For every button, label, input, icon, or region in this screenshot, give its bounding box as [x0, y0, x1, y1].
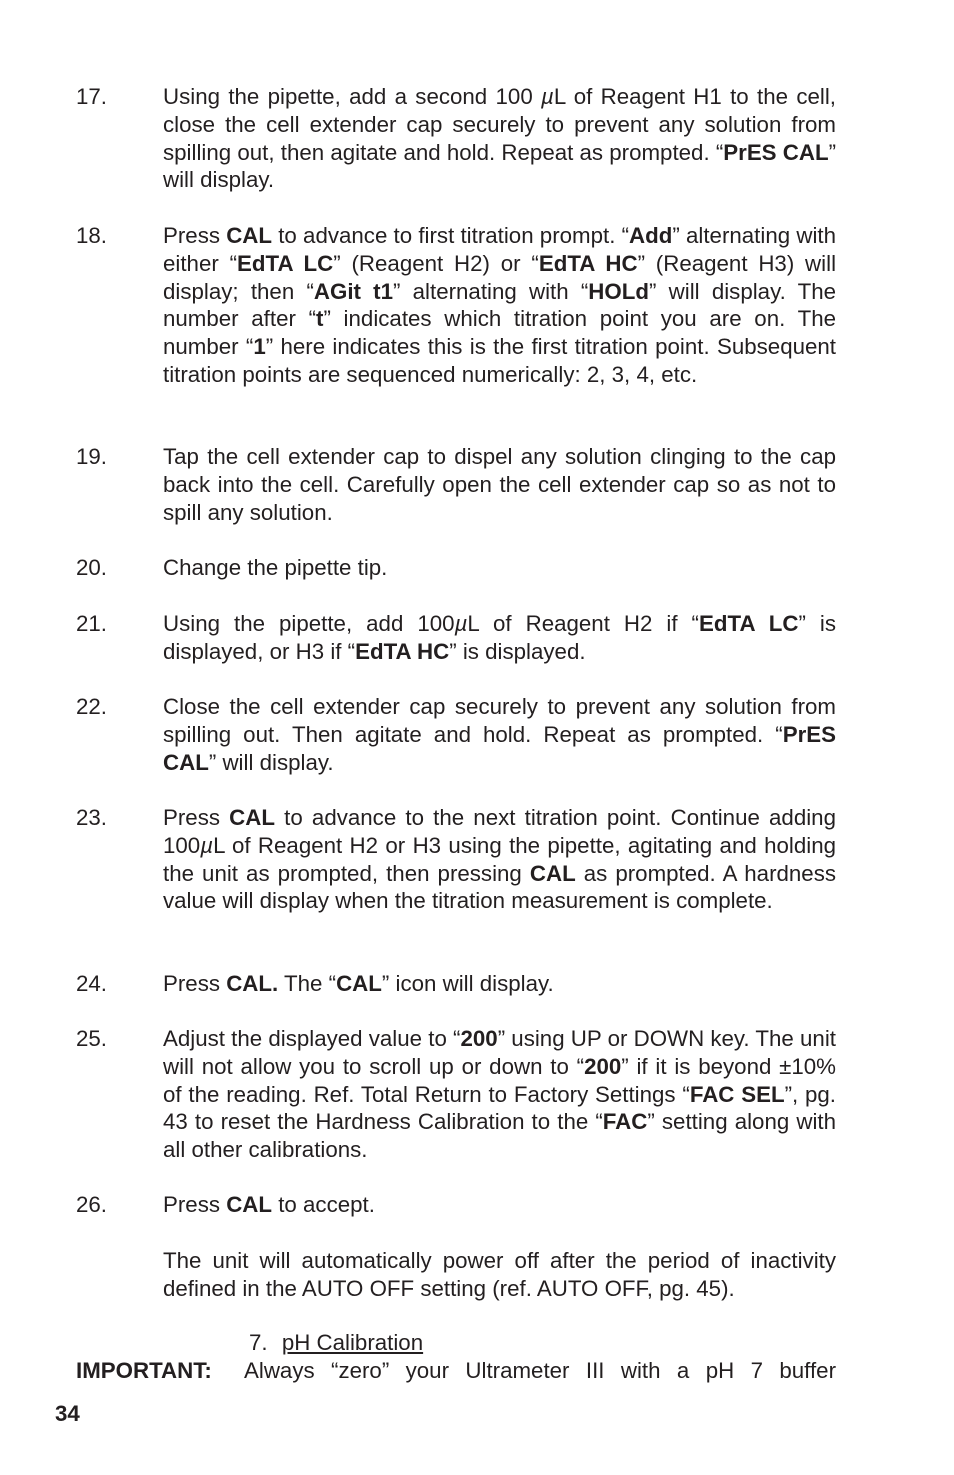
emphasis-text: HOLd: [588, 278, 649, 304]
step-text: [163, 970, 836, 998]
micro-symbol: µ: [454, 611, 468, 636]
text-run: Press: [163, 805, 230, 830]
step-number: 21.: [76, 611, 107, 636]
text-run: Using the pipette, add 100: [163, 611, 455, 636]
emphasis-text: CAL: [226, 223, 273, 248]
text-run: ” will display.: [208, 749, 334, 775]
emphasis-text: t: [316, 306, 324, 332]
text-run: ” will display. The number after “: [163, 278, 837, 332]
emphasis-text: AGit t1: [313, 278, 393, 304]
step-number: 22.: [76, 694, 107, 719]
section-heading: [249, 1329, 423, 1357]
important-text: Always “zero” your Ultrameter III with a pH 7 buffer: [244, 1358, 836, 1383]
emphasis-text: FAC: [602, 1109, 648, 1135]
text-run: ” alternating with either “: [163, 223, 836, 276]
text-run: Change the pipette tip.: [163, 555, 388, 580]
emphasis-text: PrES CAL: [723, 139, 829, 165]
step-text: [163, 610, 836, 666]
step-number: 23.: [76, 805, 107, 830]
text-run: ”, pg. 43 to reset the Hardness Calibration to the “: [163, 1081, 836, 1135]
section-title: pH Calibration: [281, 1330, 424, 1355]
text-run: ” alternating with “: [393, 278, 589, 304]
text-run: L of Reagent H2 if “: [467, 611, 699, 636]
step-19: [76, 443, 836, 526]
text-run: as prompted. A hardness value will display when the titration measurement is complete.: [163, 860, 836, 914]
text-run: to accept.: [272, 1192, 375, 1217]
step-21: [76, 610, 836, 666]
micro-symbol: µ: [541, 84, 554, 109]
emphasis-text: PrES CAL: [163, 721, 836, 775]
emphasis-text: CAL: [336, 971, 382, 996]
text-run: Press: [163, 1192, 227, 1217]
text-run: Tap the cell extender cap to dispel any solution clinging to the cap back into the cell. Carefully open the cell extender cap so as not to spill any solution.: [163, 444, 836, 525]
text-run: ” (Reagent H3) will display; then “: [163, 250, 837, 304]
emphasis-text: CAL: [226, 1192, 273, 1217]
emphasis-text: EdTA HC: [355, 638, 450, 664]
section-number: 7.: [249, 1330, 268, 1355]
text-run: ” (Reagent H2) or “: [333, 250, 539, 276]
step-22: [76, 693, 836, 776]
text-run: Close the cell extender cap securely to prevent any solution from spilling out. Then agitate and hold. Repeat as prompted. “: [163, 694, 836, 747]
page-number: 34: [55, 1401, 80, 1426]
emphasis-text: 200: [584, 1053, 622, 1079]
emphasis-text: 1: [253, 334, 266, 360]
emphasis-text: EdTA LC: [698, 611, 799, 636]
step-number: 26.: [76, 1192, 107, 1217]
emphasis-text: CAL: [229, 805, 275, 830]
text-run: The “: [278, 971, 337, 996]
text-run: Press: [163, 971, 227, 996]
emphasis-text: EdTA LC: [237, 250, 334, 276]
text-run: ” indicates which titration point you are on. The number “: [163, 306, 836, 360]
text-run: ” setting along with all other calibrations.: [163, 1109, 836, 1163]
auto-off-note: The unit will automatically power off after the period of inactivity defined in the AUTO OFF setting (ref. AUTO OFF, pg. 45).: [163, 1248, 836, 1301]
emphasis-text: CAL: [529, 860, 576, 886]
step-text: [163, 693, 836, 776]
emphasis-text: FAC SEL: [689, 1081, 785, 1107]
text-run: to advance to first titration prompt. “: [272, 223, 630, 248]
emphasis-text: CAL.: [226, 971, 279, 996]
step-24: [76, 970, 836, 998]
step-text: [163, 554, 836, 582]
step-text: [163, 443, 836, 526]
text-run: L of Reagent H1 to the cell, close the cell extender cap securely to prevent any solution from spilling out, then agitate and hold. Repeat as prompted. “: [163, 84, 836, 165]
step-text: [163, 804, 836, 915]
step-number: 19.: [76, 444, 107, 469]
emphasis-text: EdTA HC: [538, 250, 638, 276]
text-run: Press: [163, 223, 227, 248]
step-23: [76, 804, 836, 915]
text-run: ” icon will display.: [381, 971, 554, 996]
step-text: [163, 83, 836, 194]
text-run: ” using UP or DOWN key. The unit will not allow you to scroll up or down to “: [163, 1026, 836, 1079]
text-run: Using the pipette, add a second 100: [163, 84, 542, 109]
step-number: 18.: [76, 223, 107, 248]
step-text: [163, 1191, 836, 1219]
step-18: [76, 222, 836, 389]
step-20: [76, 554, 836, 582]
text-run: ” will display.: [163, 139, 837, 193]
important-label: IMPORTANT:: [76, 1358, 212, 1383]
emphasis-text: Add: [629, 223, 673, 248]
step-number: 24.: [76, 971, 107, 996]
text-run: L of Reagent H2 or H3 using the pipette, agitating and holding the unit as prompted, then pressing: [163, 832, 836, 886]
micro-symbol: µ: [200, 832, 214, 858]
important-notice: [76, 1357, 836, 1385]
text-run: to advance to the next titration point. Continue adding 100: [163, 805, 836, 858]
emphasis-text: 200: [460, 1026, 498, 1051]
step-number: 20.: [76, 555, 107, 580]
text-run: ” is displayed, or H3 if “: [163, 611, 836, 664]
step-17: [76, 83, 836, 194]
step-text: [163, 1025, 836, 1164]
text-run: ” is displayed.: [449, 638, 586, 664]
text-run: Adjust the displayed value to “: [163, 1026, 461, 1051]
step-number: 17.: [76, 84, 107, 109]
step-25: [76, 1025, 836, 1164]
text-run: ” if it is beyond ±10% of the reading. Ref. Total Return to Factory Settings “: [163, 1053, 837, 1107]
step-text: [163, 222, 836, 389]
step-number: 25.: [76, 1026, 107, 1051]
text-run: ” here indicates this is the first titration point. Subsequent titration points are sequenced numerically: 2, 3, 4, etc.: [163, 334, 836, 387]
step-26: [76, 1191, 836, 1219]
